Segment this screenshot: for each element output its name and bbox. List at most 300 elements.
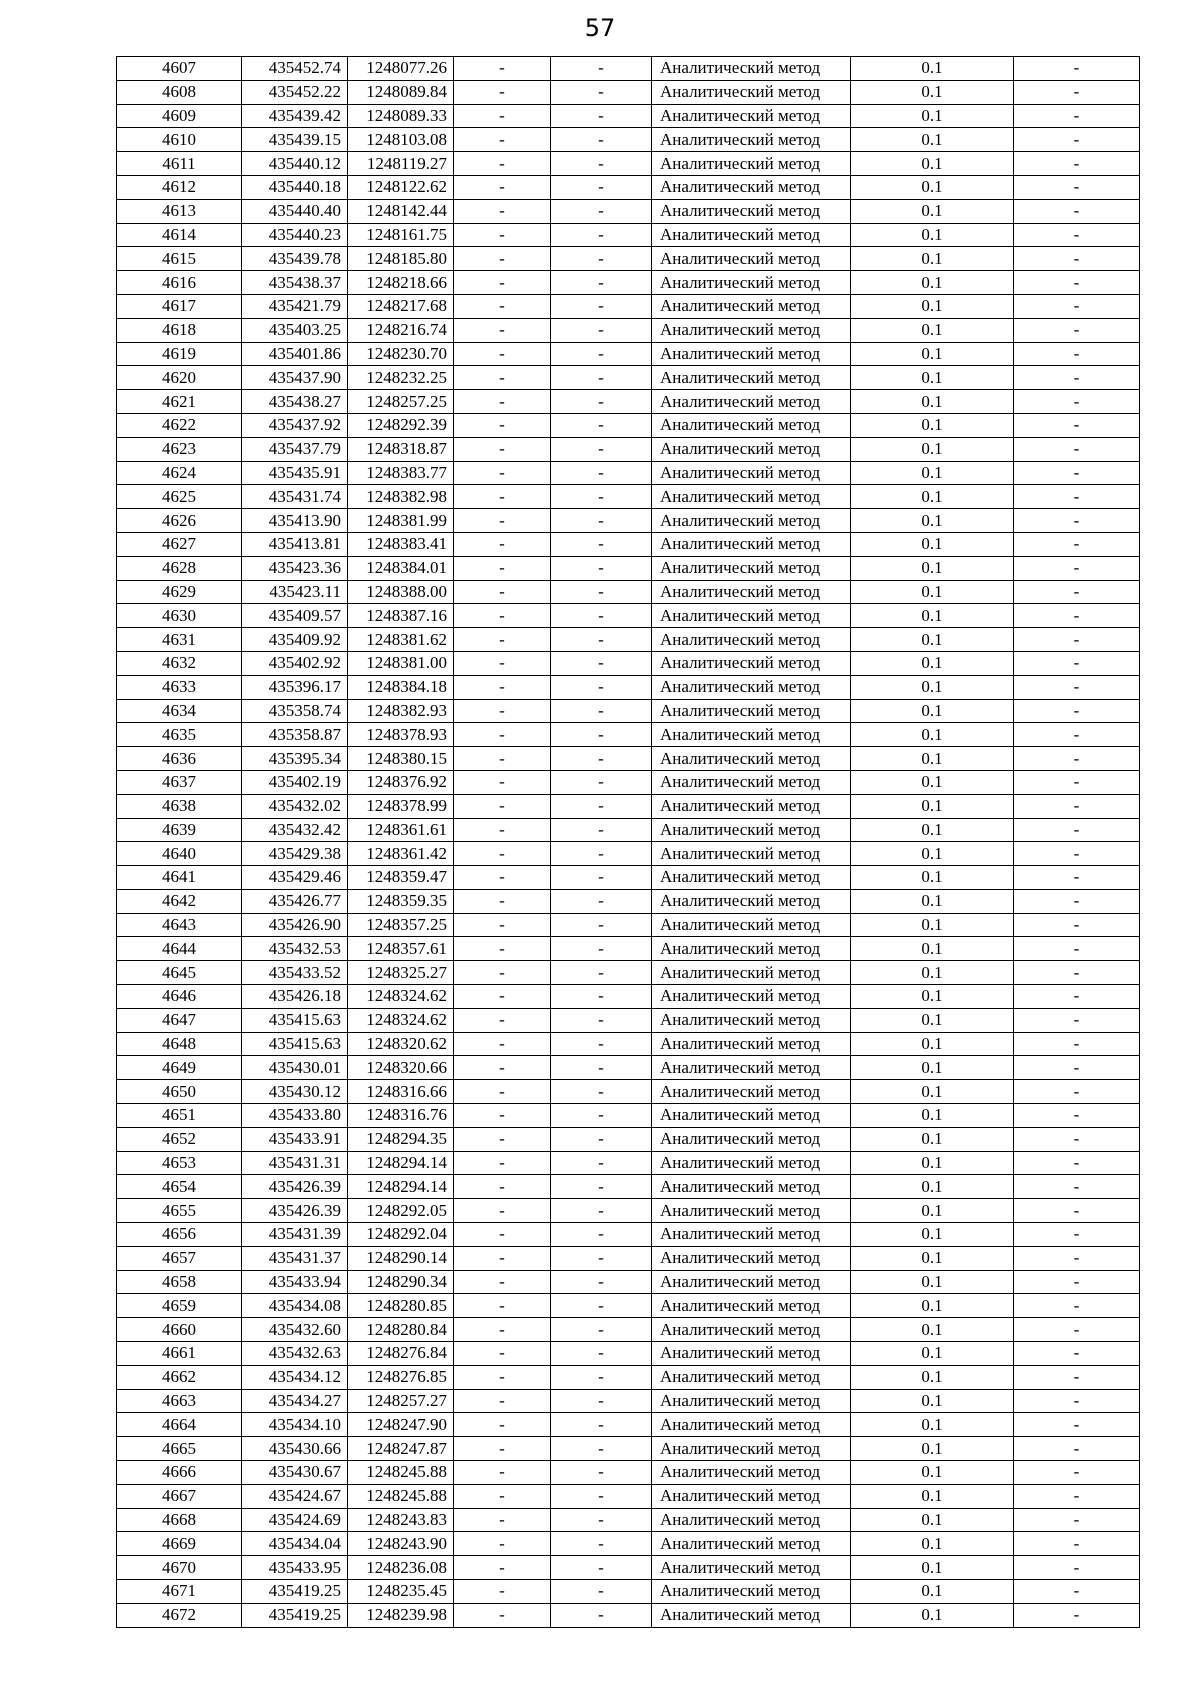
blank-cell-3: - — [1014, 104, 1140, 128]
method-cell: Аналитический метод — [652, 1389, 851, 1413]
x-coordinate-cell: 435430.66 — [242, 1437, 348, 1461]
blank-cell-1: - — [454, 580, 551, 604]
accuracy-cell: 0.1 — [851, 1104, 1014, 1128]
accuracy-cell: 0.1 — [851, 818, 1014, 842]
y-coordinate-cell: 1248316.76 — [348, 1104, 454, 1128]
coordinates-table — [116, 56, 1140, 1628]
table-row — [117, 1008, 1140, 1032]
blank-cell-3: - — [1014, 1556, 1140, 1580]
blank-cell-3: - — [1014, 651, 1140, 675]
method-cell: Аналитический метод — [652, 57, 851, 81]
x-coordinate-cell: 435433.95 — [242, 1556, 348, 1580]
blank-cell-1: - — [454, 390, 551, 414]
accuracy-cell: 0.1 — [851, 413, 1014, 437]
blank-cell-2: - — [551, 1270, 652, 1294]
point-number-cell: 4628 — [117, 556, 242, 580]
y-coordinate-cell: 1248324.62 — [348, 985, 454, 1009]
y-coordinate-cell: 1248290.14 — [348, 1246, 454, 1270]
method-cell: Аналитический метод — [652, 80, 851, 104]
blank-cell-2: - — [551, 199, 652, 223]
point-number-cell: 4631 — [117, 628, 242, 652]
y-coordinate-cell: 1248361.42 — [348, 842, 454, 866]
accuracy-cell: 0.1 — [851, 1151, 1014, 1175]
point-number-cell: 4648 — [117, 1032, 242, 1056]
blank-cell-3: - — [1014, 1580, 1140, 1604]
y-coordinate-cell: 1248357.25 — [348, 913, 454, 937]
blank-cell-3: - — [1014, 1342, 1140, 1366]
blank-cell-2: - — [551, 1246, 652, 1270]
accuracy-cell: 0.1 — [851, 628, 1014, 652]
table-row — [117, 1365, 1140, 1389]
point-number-cell: 4666 — [117, 1461, 242, 1485]
blank-cell-2: - — [551, 1508, 652, 1532]
method-cell: Аналитический метод — [652, 532, 851, 556]
blank-cell-2: - — [551, 461, 652, 485]
blank-cell-1: - — [454, 57, 551, 81]
accuracy-cell: 0.1 — [851, 1508, 1014, 1532]
accuracy-cell: 0.1 — [851, 104, 1014, 128]
x-coordinate-cell: 435415.63 — [242, 1032, 348, 1056]
blank-cell-2: - — [551, 1603, 652, 1627]
blank-cell-2: - — [551, 1127, 652, 1151]
blank-cell-3: - — [1014, 318, 1140, 342]
method-cell: Аналитический метод — [652, 485, 851, 509]
blank-cell-1: - — [454, 770, 551, 794]
blank-cell-1: - — [454, 1461, 551, 1485]
method-cell: Аналитический метод — [652, 1246, 851, 1270]
blank-cell-3: - — [1014, 723, 1140, 747]
y-coordinate-cell: 1248359.35 — [348, 889, 454, 913]
accuracy-cell: 0.1 — [851, 1294, 1014, 1318]
y-coordinate-cell: 1248276.85 — [348, 1365, 454, 1389]
blank-cell-3: - — [1014, 961, 1140, 985]
point-number-cell: 4608 — [117, 80, 242, 104]
point-number-cell: 4665 — [117, 1437, 242, 1461]
x-coordinate-cell: 435426.18 — [242, 985, 348, 1009]
accuracy-cell: 0.1 — [851, 1437, 1014, 1461]
blank-cell-1: - — [454, 937, 551, 961]
table-row — [117, 128, 1140, 152]
blank-cell-2: - — [551, 342, 652, 366]
y-coordinate-cell: 1248294.14 — [348, 1151, 454, 1175]
point-number-cell: 4634 — [117, 699, 242, 723]
blank-cell-1: - — [454, 1532, 551, 1556]
point-number-cell: 4616 — [117, 271, 242, 295]
table-row — [117, 1294, 1140, 1318]
accuracy-cell: 0.1 — [851, 985, 1014, 1009]
y-coordinate-cell: 1248257.27 — [348, 1389, 454, 1413]
x-coordinate-cell: 435439.15 — [242, 128, 348, 152]
point-number-cell: 4632 — [117, 651, 242, 675]
point-number-cell: 4655 — [117, 1199, 242, 1223]
blank-cell-1: - — [454, 366, 551, 390]
y-coordinate-cell: 1248359.47 — [348, 866, 454, 890]
point-number-cell: 4639 — [117, 818, 242, 842]
method-cell: Аналитический метод — [652, 747, 851, 771]
blank-cell-3: - — [1014, 1127, 1140, 1151]
blank-cell-1: - — [454, 1318, 551, 1342]
blank-cell-1: - — [454, 461, 551, 485]
blank-cell-3: - — [1014, 556, 1140, 580]
accuracy-cell: 0.1 — [851, 1246, 1014, 1270]
y-coordinate-cell: 1248316.66 — [348, 1080, 454, 1104]
blank-cell-3: - — [1014, 699, 1140, 723]
accuracy-cell: 0.1 — [851, 747, 1014, 771]
x-coordinate-cell: 435440.40 — [242, 199, 348, 223]
table-row — [117, 747, 1140, 771]
blank-cell-2: - — [551, 271, 652, 295]
y-coordinate-cell: 1248089.33 — [348, 104, 454, 128]
accuracy-cell: 0.1 — [851, 651, 1014, 675]
method-cell: Аналитический метод — [652, 794, 851, 818]
blank-cell-3: - — [1014, 580, 1140, 604]
y-coordinate-cell: 1248230.70 — [348, 342, 454, 366]
y-coordinate-cell: 1248378.99 — [348, 794, 454, 818]
table-row — [117, 699, 1140, 723]
blank-cell-2: - — [551, 1199, 652, 1223]
x-coordinate-cell: 435429.46 — [242, 866, 348, 890]
method-cell: Аналитический метод — [652, 271, 851, 295]
blank-cell-2: - — [551, 1484, 652, 1508]
blank-cell-1: - — [454, 842, 551, 866]
x-coordinate-cell: 435423.36 — [242, 556, 348, 580]
x-coordinate-cell: 435419.25 — [242, 1603, 348, 1627]
table-row — [117, 866, 1140, 890]
point-number-cell: 4638 — [117, 794, 242, 818]
y-coordinate-cell: 1248218.66 — [348, 271, 454, 295]
blank-cell-1: - — [454, 1603, 551, 1627]
blank-cell-1: - — [454, 1413, 551, 1437]
table-row — [117, 628, 1140, 652]
blank-cell-1: - — [454, 1127, 551, 1151]
point-number-cell: 4618 — [117, 318, 242, 342]
blank-cell-2: - — [551, 1580, 652, 1604]
y-coordinate-cell: 1248089.84 — [348, 80, 454, 104]
accuracy-cell: 0.1 — [851, 532, 1014, 556]
blank-cell-3: - — [1014, 1080, 1140, 1104]
method-cell: Аналитический метод — [652, 628, 851, 652]
method-cell: Аналитический метод — [652, 604, 851, 628]
page-number: 57 — [584, 14, 616, 42]
accuracy-cell: 0.1 — [851, 1199, 1014, 1223]
table-row — [117, 1151, 1140, 1175]
table-row — [117, 1556, 1140, 1580]
method-cell: Аналитический метод — [652, 1532, 851, 1556]
table-row — [117, 1223, 1140, 1247]
accuracy-cell: 0.1 — [851, 1461, 1014, 1485]
y-coordinate-cell: 1248378.93 — [348, 723, 454, 747]
blank-cell-2: - — [551, 628, 652, 652]
method-cell: Аналитический метод — [652, 509, 851, 533]
table-row — [117, 675, 1140, 699]
blank-cell-2: - — [551, 747, 652, 771]
blank-cell-1: - — [454, 104, 551, 128]
y-coordinate-cell: 1248103.08 — [348, 128, 454, 152]
table-row — [117, 318, 1140, 342]
blank-cell-1: - — [454, 1080, 551, 1104]
y-coordinate-cell: 1248243.83 — [348, 1508, 454, 1532]
blank-cell-1: - — [454, 1175, 551, 1199]
blank-cell-1: - — [454, 1223, 551, 1247]
blank-cell-1: - — [454, 175, 551, 199]
point-number-cell: 4624 — [117, 461, 242, 485]
table-row — [117, 1484, 1140, 1508]
blank-cell-1: - — [454, 128, 551, 152]
x-coordinate-cell: 435434.10 — [242, 1413, 348, 1437]
table-body — [117, 57, 1140, 1628]
method-cell: Аналитический метод — [652, 1342, 851, 1366]
blank-cell-3: - — [1014, 1175, 1140, 1199]
y-coordinate-cell: 1248387.16 — [348, 604, 454, 628]
y-coordinate-cell: 1248292.05 — [348, 1199, 454, 1223]
x-coordinate-cell: 435415.63 — [242, 1008, 348, 1032]
blank-cell-2: - — [551, 128, 652, 152]
accuracy-cell: 0.1 — [851, 366, 1014, 390]
table-row — [117, 1032, 1140, 1056]
y-coordinate-cell: 1248381.00 — [348, 651, 454, 675]
point-number-cell: 4650 — [117, 1080, 242, 1104]
blank-cell-3: - — [1014, 128, 1140, 152]
x-coordinate-cell: 435419.25 — [242, 1580, 348, 1604]
blank-cell-3: - — [1014, 390, 1140, 414]
blank-cell-2: - — [551, 985, 652, 1009]
accuracy-cell: 0.1 — [851, 937, 1014, 961]
blank-cell-1: - — [454, 509, 551, 533]
blank-cell-2: - — [551, 1365, 652, 1389]
x-coordinate-cell: 435409.57 — [242, 604, 348, 628]
blank-cell-3: - — [1014, 985, 1140, 1009]
table-row — [117, 913, 1140, 937]
method-cell: Аналитический метод — [652, 318, 851, 342]
x-coordinate-cell: 435431.74 — [242, 485, 348, 509]
table-row — [117, 1532, 1140, 1556]
blank-cell-2: - — [551, 152, 652, 176]
point-number-cell: 4623 — [117, 437, 242, 461]
x-coordinate-cell: 435431.39 — [242, 1223, 348, 1247]
accuracy-cell: 0.1 — [851, 509, 1014, 533]
table-row — [117, 1580, 1140, 1604]
blank-cell-2: - — [551, 1461, 652, 1485]
point-number-cell: 4619 — [117, 342, 242, 366]
blank-cell-3: - — [1014, 437, 1140, 461]
blank-cell-1: - — [454, 1437, 551, 1461]
method-cell: Аналитический метод — [652, 580, 851, 604]
method-cell: Аналитический метод — [652, 1508, 851, 1532]
table-row — [117, 461, 1140, 485]
blank-cell-3: - — [1014, 770, 1140, 794]
y-coordinate-cell: 1248239.98 — [348, 1603, 454, 1627]
blank-cell-1: - — [454, 1246, 551, 1270]
method-cell: Аналитический метод — [652, 985, 851, 1009]
accuracy-cell: 0.1 — [851, 1270, 1014, 1294]
table-row — [117, 1270, 1140, 1294]
accuracy-cell: 0.1 — [851, 152, 1014, 176]
x-coordinate-cell: 435433.91 — [242, 1127, 348, 1151]
blank-cell-2: - — [551, 866, 652, 890]
blank-cell-3: - — [1014, 485, 1140, 509]
accuracy-cell: 0.1 — [851, 770, 1014, 794]
point-number-cell: 4653 — [117, 1151, 242, 1175]
point-number-cell: 4641 — [117, 866, 242, 890]
accuracy-cell: 0.1 — [851, 461, 1014, 485]
y-coordinate-cell: 1248077.26 — [348, 57, 454, 81]
blank-cell-1: - — [454, 247, 551, 271]
point-number-cell: 4612 — [117, 175, 242, 199]
blank-cell-2: - — [551, 1056, 652, 1080]
method-cell: Аналитический метод — [652, 1580, 851, 1604]
method-cell: Аналитический метод — [652, 413, 851, 437]
blank-cell-2: - — [551, 485, 652, 509]
point-number-cell: 4633 — [117, 675, 242, 699]
table-row — [117, 80, 1140, 104]
method-cell: Аналитический метод — [652, 152, 851, 176]
x-coordinate-cell: 435438.27 — [242, 390, 348, 414]
point-number-cell: 4656 — [117, 1223, 242, 1247]
blank-cell-3: - — [1014, 1365, 1140, 1389]
blank-cell-1: - — [454, 723, 551, 747]
blank-cell-1: - — [454, 628, 551, 652]
table-row — [117, 1199, 1140, 1223]
method-cell: Аналитический метод — [652, 1270, 851, 1294]
y-coordinate-cell: 1248232.25 — [348, 366, 454, 390]
point-number-cell: 4626 — [117, 509, 242, 533]
blank-cell-3: - — [1014, 175, 1140, 199]
blank-cell-1: - — [454, 152, 551, 176]
table-row — [117, 1080, 1140, 1104]
point-number-cell: 4625 — [117, 485, 242, 509]
method-cell: Аналитический метод — [652, 889, 851, 913]
y-coordinate-cell: 1248361.61 — [348, 818, 454, 842]
method-cell: Аналитический метод — [652, 1175, 851, 1199]
method-cell: Аналитический метод — [652, 842, 851, 866]
x-coordinate-cell: 435452.22 — [242, 80, 348, 104]
method-cell: Аналитический метод — [652, 1199, 851, 1223]
table-row — [117, 175, 1140, 199]
x-coordinate-cell: 435426.39 — [242, 1175, 348, 1199]
accuracy-cell: 0.1 — [851, 675, 1014, 699]
blank-cell-2: - — [551, 1175, 652, 1199]
point-number-cell: 4614 — [117, 223, 242, 247]
method-cell: Аналитический метод — [652, 1056, 851, 1080]
blank-cell-3: - — [1014, 1484, 1140, 1508]
blank-cell-2: - — [551, 580, 652, 604]
point-number-cell: 4636 — [117, 747, 242, 771]
accuracy-cell: 0.1 — [851, 723, 1014, 747]
method-cell: Аналитический метод — [652, 1484, 851, 1508]
blank-cell-1: - — [454, 342, 551, 366]
method-cell: Аналитический метод — [652, 1318, 851, 1342]
point-number-cell: 4658 — [117, 1270, 242, 1294]
x-coordinate-cell: 435439.78 — [242, 247, 348, 271]
accuracy-cell: 0.1 — [851, 842, 1014, 866]
method-cell: Аналитический метод — [652, 1151, 851, 1175]
x-coordinate-cell: 435413.90 — [242, 509, 348, 533]
table-row — [117, 1461, 1140, 1485]
blank-cell-3: - — [1014, 1104, 1140, 1128]
blank-cell-1: - — [454, 794, 551, 818]
x-coordinate-cell: 435431.37 — [242, 1246, 348, 1270]
x-coordinate-cell: 435432.42 — [242, 818, 348, 842]
x-coordinate-cell: 435421.79 — [242, 294, 348, 318]
accuracy-cell: 0.1 — [851, 247, 1014, 271]
blank-cell-2: - — [551, 961, 652, 985]
blank-cell-3: - — [1014, 1151, 1140, 1175]
table-row — [117, 532, 1140, 556]
blank-cell-2: - — [551, 699, 652, 723]
accuracy-cell: 0.1 — [851, 1342, 1014, 1366]
accuracy-cell: 0.1 — [851, 866, 1014, 890]
blank-cell-1: - — [454, 604, 551, 628]
blank-cell-1: - — [454, 485, 551, 509]
blank-cell-3: - — [1014, 1461, 1140, 1485]
y-coordinate-cell: 1248380.15 — [348, 747, 454, 771]
blank-cell-3: - — [1014, 1437, 1140, 1461]
blank-cell-3: - — [1014, 366, 1140, 390]
y-coordinate-cell: 1248185.80 — [348, 247, 454, 271]
y-coordinate-cell: 1248161.75 — [348, 223, 454, 247]
x-coordinate-cell: 435434.04 — [242, 1532, 348, 1556]
method-cell: Аналитический метод — [652, 675, 851, 699]
y-coordinate-cell: 1248292.39 — [348, 413, 454, 437]
accuracy-cell: 0.1 — [851, 794, 1014, 818]
table-row — [117, 1603, 1140, 1627]
x-coordinate-cell: 435401.86 — [242, 342, 348, 366]
blank-cell-1: - — [454, 413, 551, 437]
point-number-cell: 4611 — [117, 152, 242, 176]
accuracy-cell: 0.1 — [851, 556, 1014, 580]
blank-cell-3: - — [1014, 1199, 1140, 1223]
y-coordinate-cell: 1248382.93 — [348, 699, 454, 723]
blank-cell-2: - — [551, 1318, 652, 1342]
accuracy-cell: 0.1 — [851, 1580, 1014, 1604]
point-number-cell: 4622 — [117, 413, 242, 437]
blank-cell-2: - — [551, 651, 652, 675]
accuracy-cell: 0.1 — [851, 1223, 1014, 1247]
blank-cell-2: - — [551, 57, 652, 81]
method-cell: Аналитический метод — [652, 247, 851, 271]
method-cell: Аналитический метод — [652, 961, 851, 985]
accuracy-cell: 0.1 — [851, 318, 1014, 342]
y-coordinate-cell: 1248324.62 — [348, 1008, 454, 1032]
y-coordinate-cell: 1248245.88 — [348, 1461, 454, 1485]
blank-cell-1: - — [454, 556, 551, 580]
point-number-cell: 4637 — [117, 770, 242, 794]
blank-cell-3: - — [1014, 1603, 1140, 1627]
blank-cell-2: - — [551, 889, 652, 913]
blank-cell-1: - — [454, 985, 551, 1009]
accuracy-cell: 0.1 — [851, 1318, 1014, 1342]
blank-cell-2: - — [551, 604, 652, 628]
x-coordinate-cell: 435434.08 — [242, 1294, 348, 1318]
x-coordinate-cell: 435435.91 — [242, 461, 348, 485]
y-coordinate-cell: 1248280.85 — [348, 1294, 454, 1318]
blank-cell-2: - — [551, 318, 652, 342]
method-cell: Аналитический метод — [652, 556, 851, 580]
blank-cell-3: - — [1014, 294, 1140, 318]
x-coordinate-cell: 435437.92 — [242, 413, 348, 437]
accuracy-cell: 0.1 — [851, 1008, 1014, 1032]
y-coordinate-cell: 1248290.34 — [348, 1270, 454, 1294]
x-coordinate-cell: 435452.74 — [242, 57, 348, 81]
y-coordinate-cell: 1248384.18 — [348, 675, 454, 699]
accuracy-cell: 0.1 — [851, 80, 1014, 104]
method-cell: Аналитический метод — [652, 461, 851, 485]
method-cell: Аналитический метод — [652, 128, 851, 152]
blank-cell-2: - — [551, 1556, 652, 1580]
x-coordinate-cell: 435423.11 — [242, 580, 348, 604]
blank-cell-2: - — [551, 1104, 652, 1128]
accuracy-cell: 0.1 — [851, 1532, 1014, 1556]
